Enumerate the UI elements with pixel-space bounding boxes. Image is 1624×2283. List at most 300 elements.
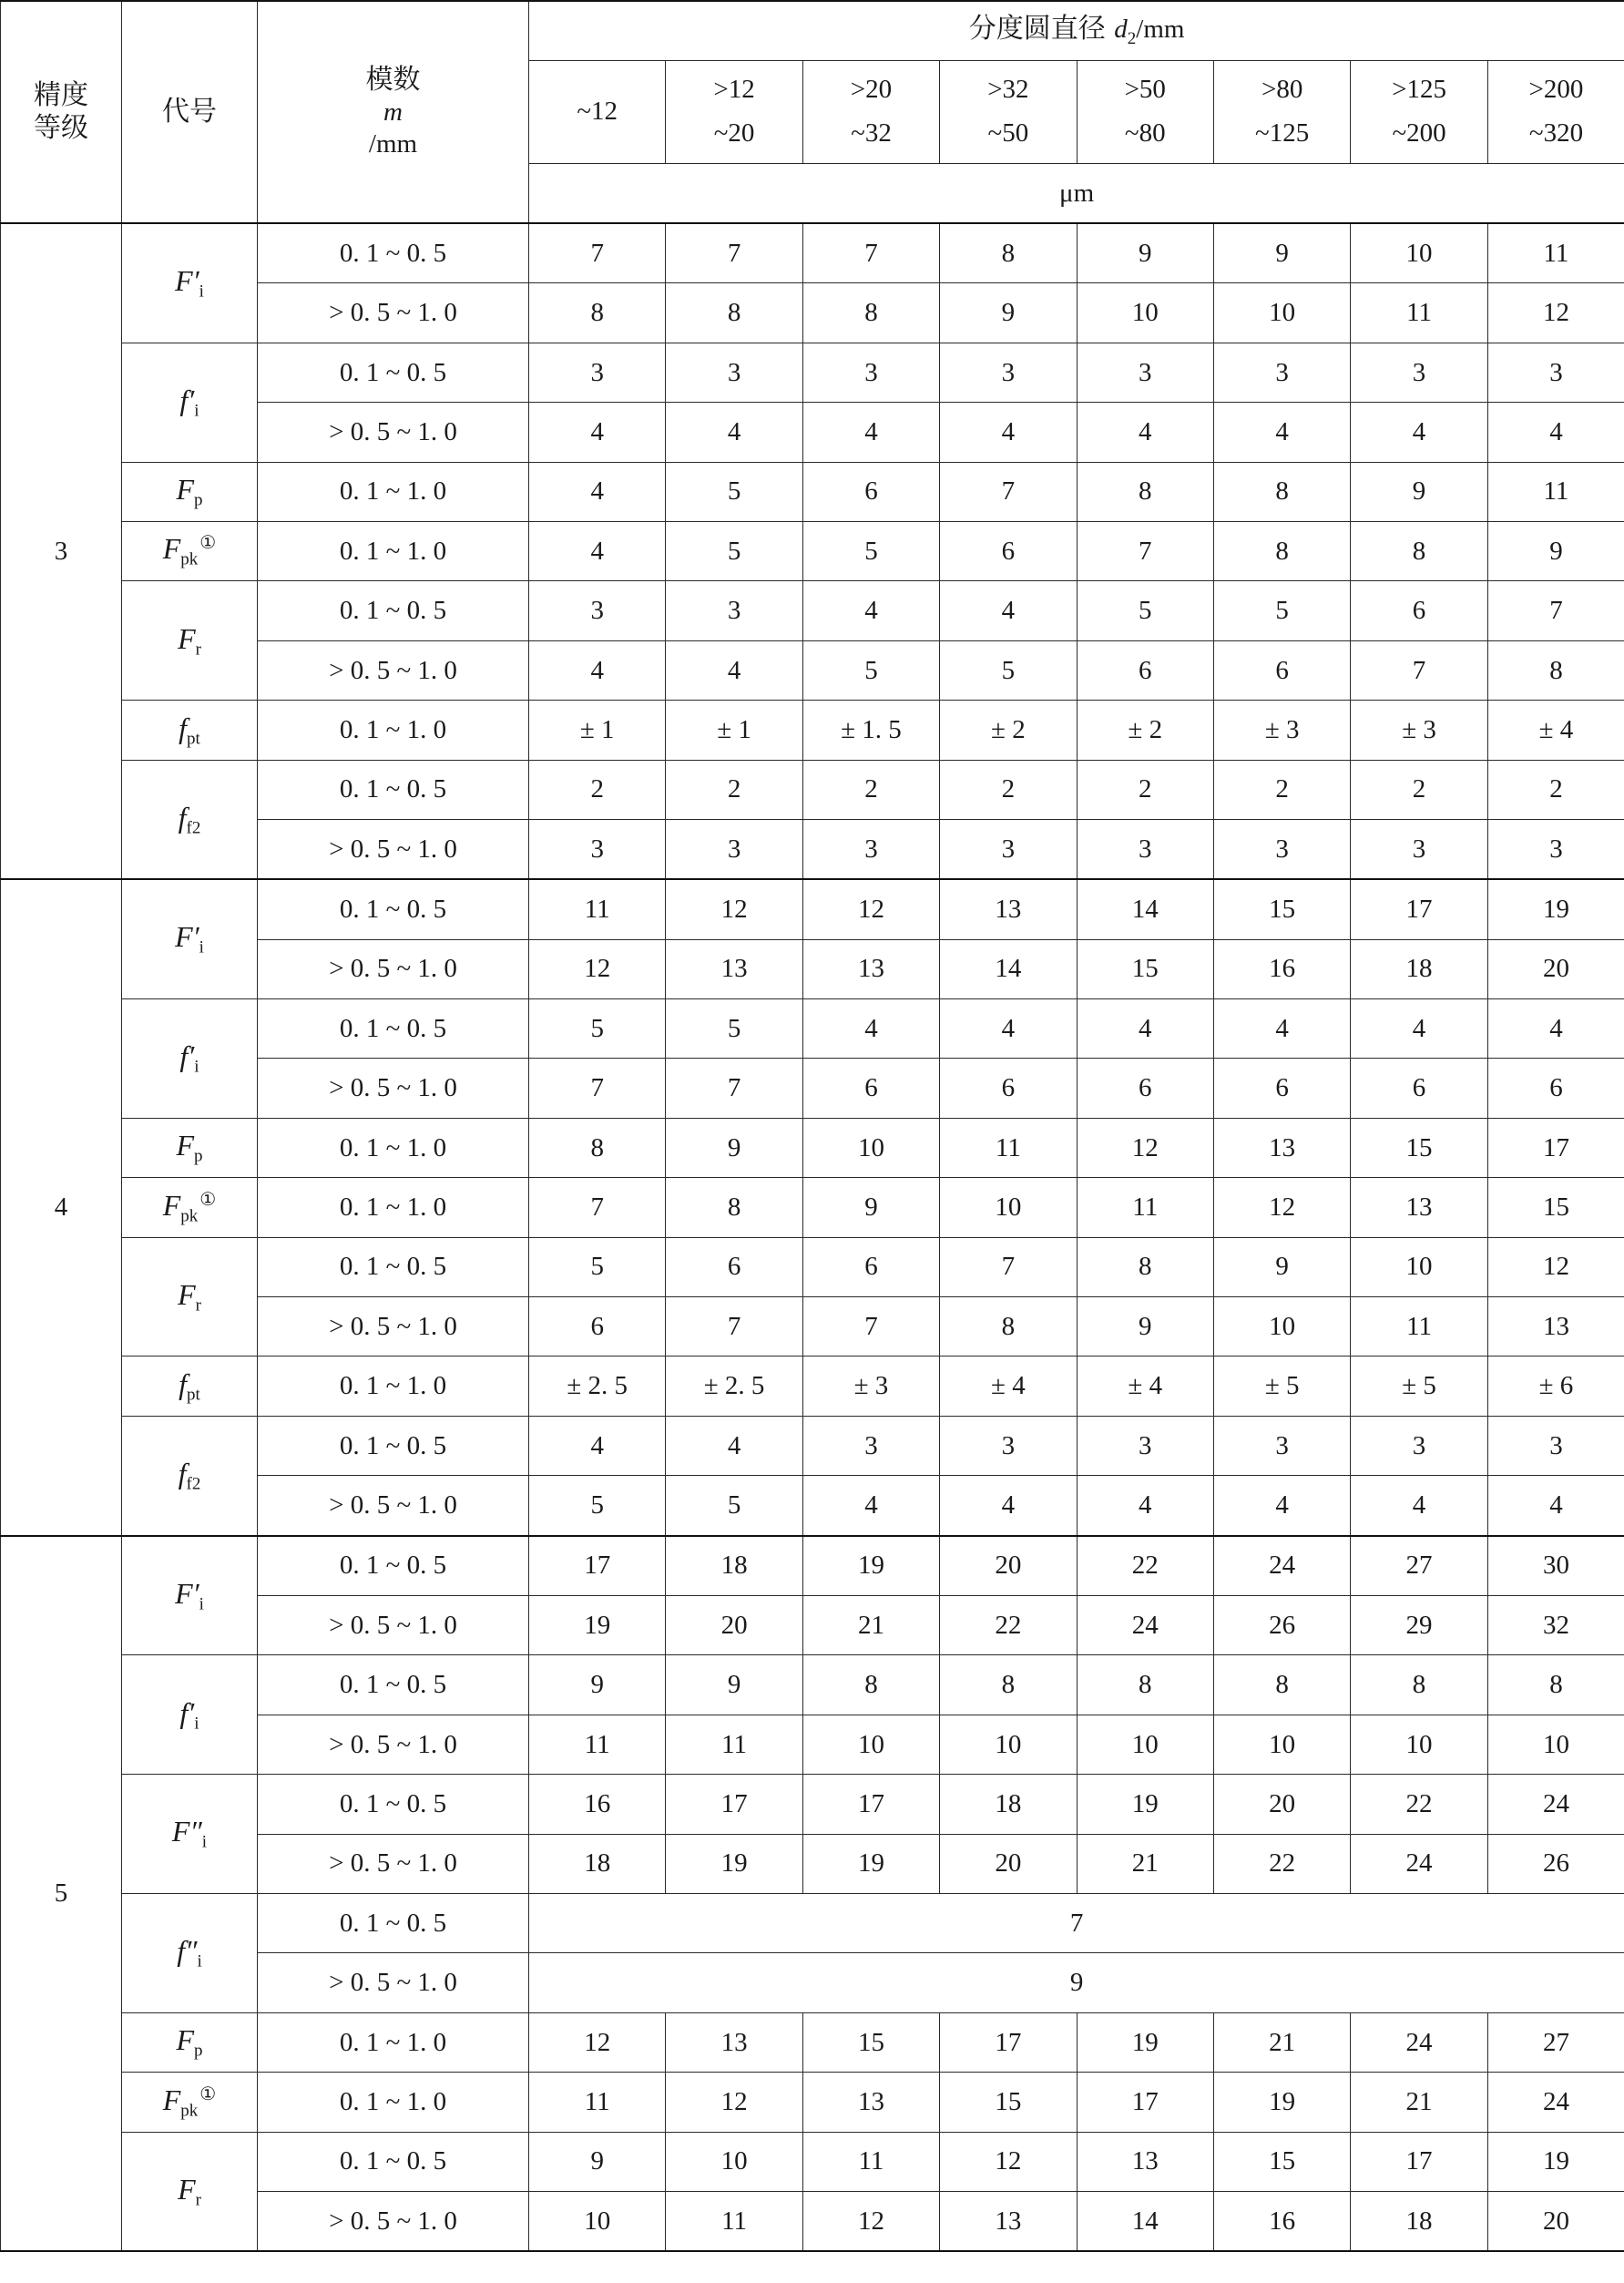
value-cell: 17 — [1487, 1118, 1624, 1177]
value-cell: 13 — [666, 939, 802, 998]
value-cell: 6 — [802, 1237, 939, 1296]
value-cell: 10 — [802, 1118, 939, 1177]
value-cell: ± 1. 5 — [802, 701, 939, 760]
value-cell: 6 — [666, 1237, 802, 1296]
value-cell: 3 — [529, 819, 666, 879]
value-cell: 6 — [1077, 640, 1213, 700]
code-symbol: $F_r$ — [178, 2172, 201, 2210]
header-range-4 — [940, 61, 1077, 164]
value-cell: 10 — [940, 1178, 1077, 1237]
value-cell: ± 2 — [1077, 701, 1213, 760]
value-cell: 12 — [1077, 1118, 1213, 1177]
value-cell: 7 — [666, 223, 802, 283]
module-cell: 0. 1 ~ 0. 5 — [258, 581, 529, 640]
value-cell: 4 — [940, 581, 1077, 640]
module-cell: 0. 1 ~ 0. 5 — [258, 223, 529, 283]
value-cell: 20 — [1487, 2191, 1624, 2251]
value-cell: 4 — [529, 640, 666, 700]
value-cell: 8 — [1351, 1655, 1487, 1715]
value-cell: 21 — [802, 1595, 939, 1654]
value-cell: 18 — [666, 1536, 802, 1596]
value-cell: 11 — [1351, 1297, 1487, 1356]
value-cell: 5 — [802, 521, 939, 580]
value-cell: 12 — [1213, 1178, 1350, 1237]
module-cell: 0. 1 ~ 0. 5 — [258, 879, 529, 939]
code-cell — [122, 2012, 258, 2072]
code-cell — [122, 1237, 258, 1356]
value-cell: 9 — [1077, 1297, 1213, 1356]
code-symbol: $F'_i$ — [175, 1576, 204, 1614]
value-cell: 24 — [1077, 1595, 1213, 1654]
value-cell: 19 — [1487, 879, 1624, 939]
value-cell: 19 — [1487, 2132, 1624, 2191]
header-range-line: >80 — [1261, 75, 1303, 105]
table-row — [1, 2132, 1624, 2191]
value-cell: 4 — [802, 581, 939, 640]
module-cell: 0. 1 ~ 1. 0 — [258, 462, 529, 521]
value-cell: 10 — [940, 1715, 1077, 1774]
table-row — [1, 2073, 1624, 2132]
value-cell: 3 — [1351, 343, 1487, 402]
value-cell: 18 — [1351, 2191, 1487, 2251]
value-cell: 10 — [1487, 1715, 1624, 1774]
code-cell — [122, 2073, 258, 2132]
value-cell: 3 — [1077, 1416, 1213, 1475]
value-cell: 7 — [940, 462, 1077, 521]
value-cell: ± 5 — [1351, 1356, 1487, 1416]
value-cell: 21 — [1213, 2012, 1350, 2072]
header-range-line: >32 — [987, 75, 1029, 105]
value-cell: 6 — [1213, 1059, 1350, 1118]
code-symbol: $F_r$ — [178, 1277, 201, 1316]
value-cell: ± 6 — [1487, 1356, 1624, 1416]
module-cell: > 0. 5 ~ 1. 0 — [258, 1834, 529, 1893]
value-cell: 13 — [1077, 2132, 1213, 2191]
table-row — [1, 521, 1624, 580]
header-grade: 精度 等级 — [1, 1, 122, 223]
value-cell: 6 — [1487, 1059, 1624, 1118]
value-cell: 7 — [802, 223, 939, 283]
value-cell: 9 — [940, 283, 1077, 343]
module-cell: 0. 1 ~ 0. 5 — [258, 1893, 529, 1952]
value-cell: 13 — [1487, 1297, 1624, 1356]
value-cell: 26 — [1487, 1834, 1624, 1893]
table-row — [1, 343, 1624, 402]
value-cell: 8 — [802, 283, 939, 343]
value-cell: ± 4 — [1077, 1356, 1213, 1416]
value-cell: 17 — [1351, 879, 1487, 939]
header-range-line: ~20 — [713, 118, 755, 148]
table-row — [1, 1536, 1624, 1596]
value-cell: ± 2. 5 — [529, 1356, 666, 1416]
code-symbol: $f_{f2}$ — [178, 800, 201, 838]
header-range-line: ~50 — [987, 118, 1029, 148]
value-cell: 14 — [940, 939, 1077, 998]
value-cell: 3 — [1487, 343, 1624, 402]
value-cell: 14 — [1077, 2191, 1213, 2251]
value-cell: 5 — [666, 999, 802, 1059]
value-cell: 8 — [940, 1655, 1077, 1715]
code-symbol: $F_{pk}^①$ — [162, 532, 217, 570]
value-cell: 8 — [529, 283, 666, 343]
value-cell: 13 — [1213, 1118, 1350, 1177]
value-cell: 10 — [1213, 283, 1350, 343]
table-row — [1, 581, 1624, 640]
value-cell: 10 — [1213, 1715, 1350, 1774]
code-cell — [122, 1893, 258, 2012]
value-cell: 4 — [1077, 403, 1213, 462]
value-cell: 3 — [1213, 819, 1350, 879]
module-cell: 0. 1 ~ 1. 0 — [258, 1118, 529, 1177]
value-cell: 17 — [1351, 2132, 1487, 2191]
value-cell: ± 1 — [666, 701, 802, 760]
header-module-name: 模数 — [365, 64, 421, 97]
value-cell: 27 — [1487, 2012, 1624, 2072]
value-cell: 3 — [1077, 819, 1213, 879]
table-row — [1, 1655, 1624, 1715]
value-cell: 11 — [529, 2073, 666, 2132]
value-cell: 9 — [802, 1178, 939, 1237]
value-cell: 9 — [1351, 462, 1487, 521]
module-cell: > 0. 5 ~ 1. 0 — [258, 403, 529, 462]
module-cell: 0. 1 ~ 1. 0 — [258, 1356, 529, 1416]
value-cell: 11 — [666, 2191, 802, 2251]
code-cell — [122, 879, 258, 998]
value-cell: 26 — [1213, 1595, 1350, 1654]
code-symbol: $f_{f2}$ — [178, 1456, 201, 1494]
code-symbol: $F_{pk}^①$ — [162, 1188, 217, 1226]
code-cell — [122, 1118, 258, 1177]
value-cell: 3 — [666, 581, 802, 640]
value-cell: 12 — [802, 879, 939, 939]
value-cell: 17 — [529, 1536, 666, 1596]
code-cell — [122, 462, 258, 521]
value-cell: 24 — [1351, 2012, 1487, 2072]
header-range-line: ~12 — [577, 97, 618, 127]
value-cell: 10 — [1077, 1715, 1213, 1774]
value-cell: 6 — [940, 1059, 1077, 1118]
value-cell: 5 — [529, 1476, 666, 1536]
header-range-8 — [1487, 61, 1624, 164]
table-row — [1, 1178, 1624, 1237]
code-cell — [122, 999, 258, 1119]
value-cell: 8 — [666, 283, 802, 343]
code-cell — [122, 760, 258, 879]
value-cell: 12 — [529, 939, 666, 998]
value-cell: 5 — [666, 462, 802, 521]
value-cell: 22 — [1213, 1834, 1350, 1893]
value-cell: 2 — [1487, 760, 1624, 819]
value-cell: 10 — [1351, 223, 1487, 283]
value-cell: 4 — [529, 462, 666, 521]
value-cell: 3 — [666, 819, 802, 879]
value-cell: 19 — [666, 1834, 802, 1893]
header-range-2 — [666, 61, 802, 164]
value-cell: 8 — [940, 223, 1077, 283]
value-cell: 4 — [1351, 1476, 1487, 1536]
header-code: 代号 — [122, 1, 258, 223]
value-cell: 3 — [1077, 343, 1213, 402]
module-cell: > 0. 5 ~ 1. 0 — [258, 1059, 529, 1118]
value-cell: 8 — [1351, 521, 1487, 580]
value-cell: ± 3 — [802, 1356, 939, 1416]
value-cell: 7 — [1077, 521, 1213, 580]
value-cell: 30 — [1487, 1536, 1624, 1596]
value-cell: 4 — [940, 1476, 1077, 1536]
value-cell: 9 — [1213, 1237, 1350, 1296]
value-cell: 7 — [529, 1178, 666, 1237]
header-module — [258, 1, 529, 223]
value-cell: 4 — [529, 403, 666, 462]
header-range-line: ~200 — [1392, 118, 1446, 148]
code-symbol: $F''_i$ — [171, 1815, 208, 1852]
value-cell: 16 — [529, 1775, 666, 1834]
value-cell: 4 — [802, 403, 939, 462]
value-cell: ± 2 — [940, 701, 1077, 760]
header-diameter: 分度圆直径 $d_2/mm$ — [529, 1, 1624, 61]
value-cell: 7 — [802, 1297, 939, 1356]
value-cell: 13 — [666, 2012, 802, 2072]
code-cell — [122, 1416, 258, 1535]
value-cell: 10 — [1351, 1715, 1487, 1774]
code-cell — [122, 521, 258, 580]
code-cell — [122, 581, 258, 701]
value-cell: 6 — [1077, 1059, 1213, 1118]
value-cell: 12 — [666, 879, 802, 939]
module-cell: 0. 1 ~ 1. 0 — [258, 1178, 529, 1237]
value-cell: 5 — [529, 1237, 666, 1296]
value-cell: 11 — [666, 1715, 802, 1774]
value-cell: 8 — [1213, 1655, 1350, 1715]
value-cell: 15 — [1213, 879, 1350, 939]
value-cell: 2 — [802, 760, 939, 819]
value-cell: 20 — [666, 1595, 802, 1654]
value-cell-merged: 7 — [529, 1893, 1624, 1952]
value-cell: 5 — [529, 999, 666, 1059]
value-cell: ± 3 — [1351, 701, 1487, 760]
grade-cell: 3 — [1, 223, 122, 879]
module-cell: 0. 1 ~ 0. 5 — [258, 2132, 529, 2191]
value-cell: 4 — [802, 1476, 939, 1536]
table-row — [1, 1416, 1624, 1475]
value-cell: 19 — [802, 1834, 939, 1893]
value-cell: 13 — [940, 2191, 1077, 2251]
value-cell: 21 — [1351, 2073, 1487, 2132]
code-symbol: $F_r$ — [178, 621, 201, 660]
value-cell: 3 — [802, 819, 939, 879]
value-cell: 2 — [1077, 760, 1213, 819]
value-cell: 2 — [666, 760, 802, 819]
value-cell: 6 — [802, 1059, 939, 1118]
value-cell: 4 — [529, 521, 666, 580]
value-cell: 3 — [940, 819, 1077, 879]
value-cell: 4 — [666, 1416, 802, 1475]
value-cell: 21 — [1077, 1834, 1213, 1893]
table-row — [1, 1893, 1624, 1952]
value-cell: 10 — [529, 2191, 666, 2251]
value-cell: 15 — [802, 2012, 939, 2072]
module-cell: 0. 1 ~ 0. 5 — [258, 1655, 529, 1715]
header-range-line: >200 — [1528, 75, 1584, 105]
module-cell: 0. 1 ~ 0. 5 — [258, 999, 529, 1059]
table-row — [1, 1118, 1624, 1177]
header-range-line: >20 — [850, 75, 893, 105]
code-symbol: $f'_i$ — [179, 383, 199, 421]
value-cell: 4 — [529, 1416, 666, 1475]
value-cell: 4 — [1077, 1476, 1213, 1536]
value-cell: 16 — [1213, 2191, 1350, 2251]
header-range-5 — [1077, 61, 1213, 164]
value-cell: 7 — [529, 1059, 666, 1118]
module-cell: > 0. 5 ~ 1. 0 — [258, 2191, 529, 2251]
table-row — [1, 879, 1624, 939]
table-row — [1, 2012, 1624, 2072]
value-cell: 5 — [802, 640, 939, 700]
value-cell: 4 — [1213, 403, 1350, 462]
value-cell: 6 — [1213, 640, 1350, 700]
value-cell: 5 — [666, 521, 802, 580]
value-cell: 5 — [1077, 581, 1213, 640]
header-range-line: ~80 — [1124, 118, 1166, 148]
value-cell: 22 — [1351, 1775, 1487, 1834]
code-symbol: $f''_i$ — [177, 1934, 202, 1971]
value-cell: 10 — [1213, 1297, 1350, 1356]
value-cell: 3 — [529, 343, 666, 402]
value-cell: 4 — [1351, 403, 1487, 462]
value-cell: 20 — [1213, 1775, 1350, 1834]
code-symbol: $F_p$ — [176, 1129, 203, 1166]
code-symbol: $f'_i$ — [179, 1039, 199, 1077]
value-cell: 15 — [940, 2073, 1077, 2132]
value-cell: 13 — [802, 939, 939, 998]
module-cell: > 0. 5 ~ 1. 0 — [258, 939, 529, 998]
value-cell: 11 — [1351, 283, 1487, 343]
module-cell: 0. 1 ~ 1. 0 — [258, 2012, 529, 2072]
value-cell: 17 — [802, 1775, 939, 1834]
value-cell: 9 — [529, 1655, 666, 1715]
value-cell: 6 — [529, 1297, 666, 1356]
header-unit: μm — [529, 164, 1624, 224]
code-symbol: $f_{pt}$ — [179, 1367, 200, 1405]
value-cell: 5 — [666, 1476, 802, 1536]
value-cell: 9 — [1077, 223, 1213, 283]
value-cell: ± 2. 5 — [666, 1356, 802, 1416]
value-cell: 2 — [1351, 760, 1487, 819]
value-cell: 11 — [1077, 1178, 1213, 1237]
code-cell — [122, 1536, 258, 1655]
code-symbol: $F_{pk}^①$ — [162, 2083, 217, 2121]
table-row — [1, 701, 1624, 760]
value-cell: 19 — [1213, 2073, 1350, 2132]
code-cell — [122, 1775, 258, 1894]
value-cell: 18 — [940, 1775, 1077, 1834]
value-cell: 15 — [1213, 2132, 1350, 2191]
module-cell: > 0. 5 ~ 1. 0 — [258, 1715, 529, 1774]
value-cell: 3 — [940, 343, 1077, 402]
value-cell: 3 — [1487, 819, 1624, 879]
module-cell: 0. 1 ~ 0. 5 — [258, 760, 529, 819]
value-cell: 8 — [1077, 462, 1213, 521]
code-symbol: $F_p$ — [176, 2023, 203, 2061]
value-cell: 13 — [802, 2073, 939, 2132]
value-cell: 8 — [940, 1297, 1077, 1356]
code-symbol: $F'_i$ — [175, 264, 204, 302]
value-cell: 17 — [666, 1775, 802, 1834]
value-cell: 22 — [940, 1595, 1077, 1654]
value-cell: 4 — [940, 999, 1077, 1059]
value-cell: 13 — [940, 879, 1077, 939]
module-cell: > 0. 5 ~ 1. 0 — [258, 819, 529, 879]
value-cell: 4 — [1487, 999, 1624, 1059]
value-cell: ± 5 — [1213, 1356, 1350, 1416]
value-cell: 3 — [1213, 343, 1350, 402]
code-cell — [122, 1356, 258, 1416]
value-cell: 9 — [666, 1118, 802, 1177]
value-cell: ± 4 — [1487, 701, 1624, 760]
value-cell: 29 — [1351, 1595, 1487, 1654]
module-cell: > 0. 5 ~ 1. 0 — [258, 1297, 529, 1356]
value-cell: 4 — [1077, 999, 1213, 1059]
value-cell: 4 — [1213, 1476, 1350, 1536]
value-cell: 17 — [940, 2012, 1077, 2072]
value-cell: 4 — [666, 403, 802, 462]
value-cell: 24 — [1487, 2073, 1624, 2132]
value-cell: 11 — [940, 1118, 1077, 1177]
value-cell: 8 — [1213, 462, 1350, 521]
header-range-3 — [802, 61, 939, 164]
code-cell — [122, 2132, 258, 2251]
value-cell: 24 — [1351, 1834, 1487, 1893]
value-cell: 8 — [1487, 640, 1624, 700]
header-module-symbol: m — [383, 97, 403, 128]
value-cell: 16 — [1213, 939, 1350, 998]
header-range-line: ~125 — [1255, 118, 1310, 148]
value-cell: 7 — [1351, 640, 1487, 700]
table-row — [1, 1775, 1624, 1834]
header-range-line: ~32 — [851, 118, 892, 148]
value-cell: 7 — [1487, 581, 1624, 640]
module-cell: > 0. 5 ~ 1. 0 — [258, 1595, 529, 1654]
value-cell: 4 — [1213, 999, 1350, 1059]
value-cell: 8 — [529, 1118, 666, 1177]
value-cell: 11 — [529, 879, 666, 939]
value-cell: 13 — [1351, 1178, 1487, 1237]
grade-cell: 5 — [1, 1536, 122, 2252]
value-cell: 8 — [666, 1178, 802, 1237]
value-cell: 3 — [802, 1416, 939, 1475]
value-cell: 12 — [666, 2073, 802, 2132]
value-cell: 5 — [940, 640, 1077, 700]
value-cell: 24 — [1487, 1775, 1624, 1834]
value-cell: 10 — [802, 1715, 939, 1774]
value-cell: 7 — [529, 223, 666, 283]
code-cell — [122, 701, 258, 760]
header-module-unit: /mm — [368, 129, 418, 159]
value-cell: 11 — [1487, 223, 1624, 283]
header-range-line: ~320 — [1528, 118, 1584, 148]
module-cell: 0. 1 ~ 0. 5 — [258, 1416, 529, 1475]
value-cell: 11 — [802, 2132, 939, 2191]
value-cell: 6 — [1351, 581, 1487, 640]
value-cell: 12 — [529, 2012, 666, 2072]
value-cell: 4 — [1487, 1476, 1624, 1536]
value-cell: 4 — [1487, 403, 1624, 462]
value-cell: 12 — [940, 2132, 1077, 2191]
value-cell: 20 — [940, 1536, 1077, 1596]
code-symbol: $F_p$ — [176, 473, 203, 510]
table-row — [1, 223, 1624, 283]
value-cell: 2 — [940, 760, 1077, 819]
